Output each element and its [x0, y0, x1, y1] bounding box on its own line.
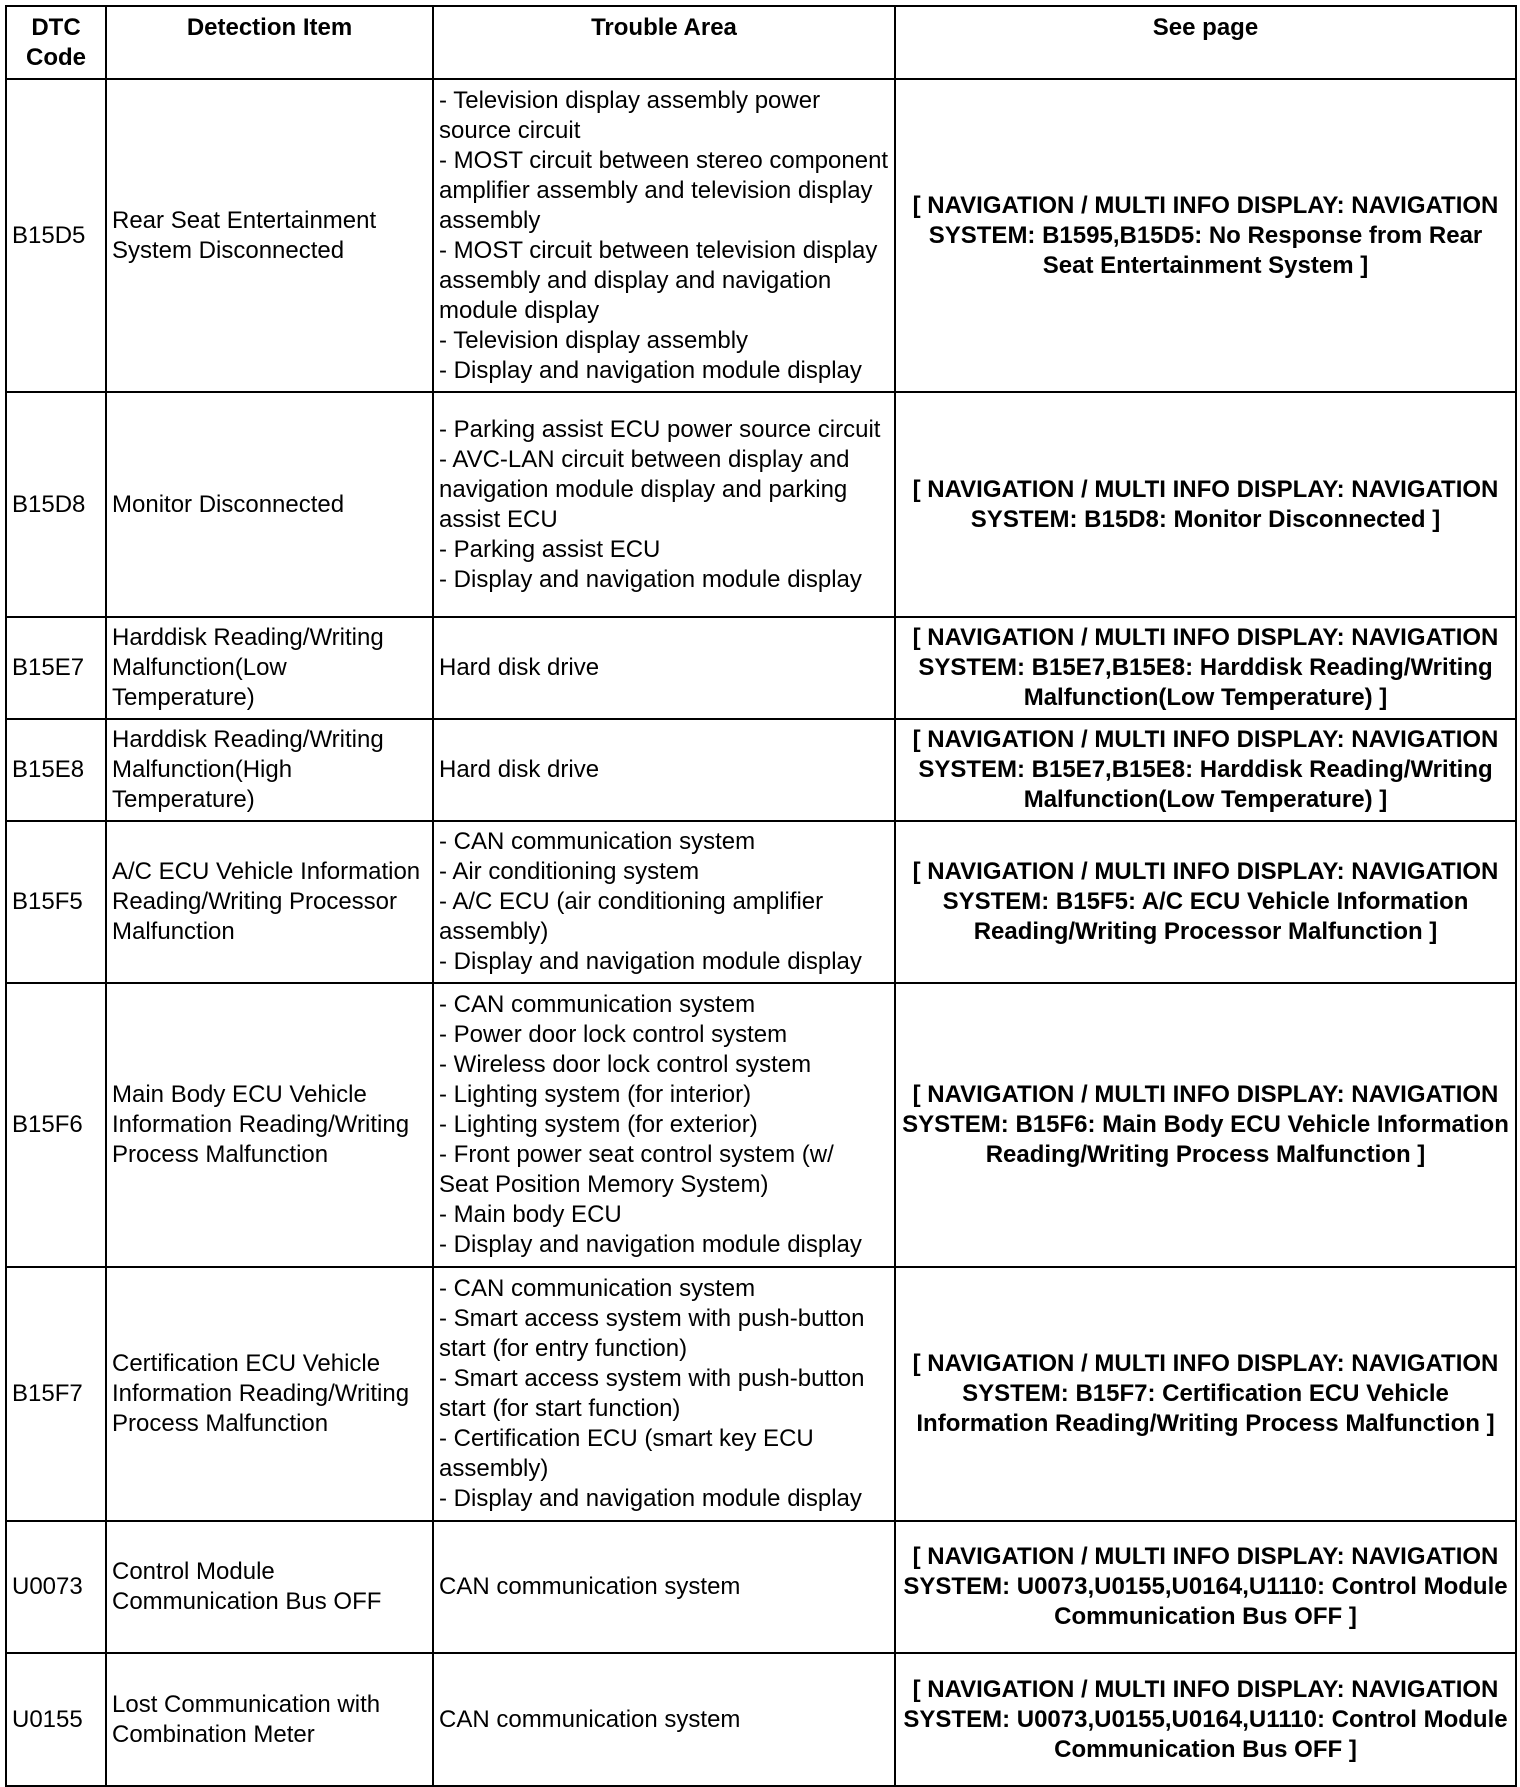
trouble-area-line: CAN communication system — [439, 1573, 741, 1600]
trouble-area-line: - MOST circuit between television display assembly and display and navigation module display — [439, 236, 878, 324]
detection-item-cell: Rear Seat Entertainment System Disconnected — [106, 79, 433, 392]
detection-item-cell: Certification ECU Vehicle Information Reading/Writing Process Malfunction — [106, 1267, 433, 1521]
dtc-code-cell: B15F7 — [6, 1267, 106, 1521]
dtc-code-cell: U0073 — [6, 1521, 106, 1653]
detection-item-cell: A/C ECU Vehicle Information Reading/Writing Processor Malfunction — [106, 821, 433, 983]
trouble-area-line: - Wireless door lock control system — [439, 1051, 812, 1078]
trouble-area-line: - Smart access system with push-button start (for start function) — [439, 1365, 865, 1422]
trouble-area-line: - Power door lock control system — [439, 1021, 788, 1048]
detection-item-cell: Harddisk Reading/Writing Malfunction(Low Temperature) — [106, 617, 433, 719]
trouble-area-line: - AVC-LAN circuit between display and navigation module display and parking assist ECU — [439, 445, 850, 533]
trouble-area-line: - Parking assist ECU — [439, 535, 661, 563]
trouble-area-line: - Television display assembly power source circuit — [439, 86, 821, 144]
trouble-area-line: - Display and navigation module display — [439, 565, 862, 593]
dtc-code-cell: B15F5 — [6, 821, 106, 983]
trouble-area-line: - Certification ECU (smart key ECU assembly) — [439, 1425, 814, 1482]
trouble-area-cell — [433, 821, 895, 983]
header-dtc-code: DTC Code — [6, 6, 106, 79]
trouble-area-line: - Parking assist ECU power source circuit — [439, 415, 881, 443]
see-page-link[interactable]: [ NAVIGATION / MULTI INFO DISPLAY: NAVIGATION SYSTEM: B15E7,B15E8: Harddisk Reading/Writing Malfunction(Low Temperature) ] — [895, 617, 1516, 719]
trouble-area-cell — [433, 392, 895, 617]
table-row — [6, 1653, 1516, 1786]
dtc-code-cell: B15E7 — [6, 617, 106, 719]
trouble-area-line: - Television display assembly — [439, 326, 749, 354]
table-row — [6, 1267, 1516, 1521]
detection-item-cell: Lost Communication with Combination Meter — [106, 1653, 433, 1786]
header-see-page: See page — [895, 6, 1516, 79]
dtc-code-cell: B15E8 — [6, 719, 106, 821]
trouble-area-line: - Smart access system with push-button start (for entry function) — [439, 1305, 865, 1362]
detection-item-cell: Main Body ECU Vehicle Information Reading/Writing Process Malfunction — [106, 983, 433, 1267]
header-detection-item: Detection Item — [106, 6, 433, 79]
trouble-area-cell — [433, 617, 895, 719]
see-page-link[interactable]: [ NAVIGATION / MULTI INFO DISPLAY: NAVIGATION SYSTEM: B15E7,B15E8: Harddisk Reading/Writing Malfunction(Low Temperature) ] — [895, 719, 1516, 821]
trouble-area-line: CAN communication system — [439, 1705, 741, 1733]
header-trouble-area: Trouble Area — [433, 6, 895, 79]
trouble-area-line: - CAN communication system — [439, 828, 756, 855]
table-row — [6, 392, 1516, 617]
trouble-area-line: - Lighting system (for exterior) — [439, 1111, 758, 1138]
trouble-area-line: - Lighting system (for interior) — [439, 1081, 752, 1108]
trouble-area-line: - MOST circuit between stereo component amplifier assembly and television display assembly — [439, 146, 889, 234]
table-body — [6, 79, 1516, 1786]
dtc-code-cell: B15F6 — [6, 983, 106, 1267]
dtc-code-cell: U0155 — [6, 1653, 106, 1786]
trouble-area-line: - CAN communication system — [439, 991, 756, 1018]
trouble-area-cell — [433, 983, 895, 1267]
trouble-area-line: Hard disk drive — [439, 756, 600, 783]
see-page-link[interactable]: [ NAVIGATION / MULTI INFO DISPLAY: NAVIGATION SYSTEM: U0073,U0155,U0164,U1110: Control Module Communication Bus OFF ] — [895, 1653, 1516, 1786]
trouble-area-cell — [433, 79, 895, 392]
detection-item-cell: Harddisk Reading/Writing Malfunction(High Temperature) — [106, 719, 433, 821]
table-row — [6, 617, 1516, 719]
see-page-link[interactable]: [ NAVIGATION / MULTI INFO DISPLAY: NAVIGATION SYSTEM: B1595,B15D5: No Response from Rear Seat Entertainment System ] — [895, 79, 1516, 392]
trouble-area-line: - CAN communication system — [439, 1275, 756, 1302]
trouble-area-cell — [433, 1521, 895, 1653]
trouble-area-cell — [433, 1267, 895, 1521]
trouble-area-cell — [433, 1653, 895, 1786]
trouble-area-cell — [433, 719, 895, 821]
trouble-area-line: - Front power seat control system (w/ Seat Position Memory System) — [439, 1141, 834, 1198]
trouble-area-line: - Display and navigation module display — [439, 356, 862, 384]
table-row — [6, 1521, 1516, 1653]
trouble-area-line: - A/C ECU (air conditioning amplifier assembly) — [439, 888, 824, 945]
detection-item-cell: Monitor Disconnected — [106, 392, 433, 617]
table-row — [6, 983, 1516, 1267]
trouble-area-line: - Display and navigation module display — [439, 1231, 862, 1258]
see-page-link[interactable]: [ NAVIGATION / MULTI INFO DISPLAY: NAVIGATION SYSTEM: B15F5: A/C ECU Vehicle Information Reading/Writing Processor Malfunction ] — [895, 821, 1516, 983]
table-row — [6, 719, 1516, 821]
trouble-area-line: - Main body ECU — [439, 1201, 622, 1228]
trouble-area-line: Hard disk drive — [439, 654, 600, 681]
see-page-link[interactable]: [ NAVIGATION / MULTI INFO DISPLAY: NAVIGATION SYSTEM: B15F7: Certification ECU Vehicle Information Reading/Writing Process Malfunction ] — [895, 1267, 1516, 1521]
dtc-code-cell: B15D5 — [6, 79, 106, 392]
detection-item-cell: Control Module Communication Bus OFF — [106, 1521, 433, 1653]
see-page-link[interactable]: [ NAVIGATION / MULTI INFO DISPLAY: NAVIGATION SYSTEM: B15F6: Main Body ECU Vehicle Information Reading/Writing Process Malfunction ] — [895, 983, 1516, 1267]
dtc-table — [5, 5, 1517, 1787]
see-page-link[interactable]: [ NAVIGATION / MULTI INFO DISPLAY: NAVIGATION SYSTEM: U0073,U0155,U0164,U1110: Control Module Communication Bus OFF ] — [895, 1521, 1516, 1653]
see-page-link[interactable]: [ NAVIGATION / MULTI INFO DISPLAY: NAVIGATION SYSTEM: B15D8: Monitor Disconnected ] — [895, 392, 1516, 617]
table-row — [6, 821, 1516, 983]
dtc-code-cell: B15D8 — [6, 392, 106, 617]
header-row — [6, 6, 1516, 79]
trouble-area-line: - Display and navigation module display — [439, 948, 862, 975]
trouble-area-line: - Display and navigation module display — [439, 1485, 862, 1512]
table-row — [6, 79, 1516, 392]
trouble-area-line: - Air conditioning system — [439, 858, 700, 885]
